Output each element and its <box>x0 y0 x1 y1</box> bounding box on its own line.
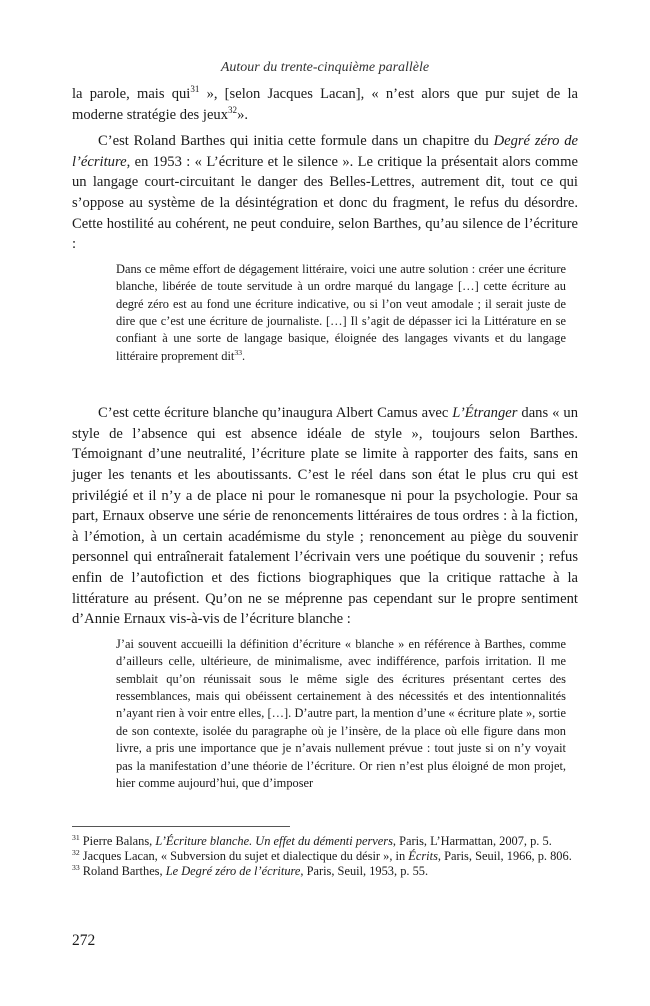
body-text <box>72 84 578 792</box>
book-title: Degré zéro de l’écriture <box>72 133 578 170</box>
text-run: dans « un style de l’absence qui est absence idéale de style », toujours selon Barthes. Témoignant d’une neutralité, l’écriture plate se limite à rapporter des faits, sans en juger les tenants et les aboutissants. C’est le réel dans son état le plus cru qui est privilégié et il n’y a de place ni pour le romanesque ni pour la psychologie. Pour sa part, Ernaux observe une série de renoncements littéraires de tous ordres : à la fiction, à l’émotion, à un certain académisme du style ; renoncement au piège du souvenir personnel qui entraînerait fatalement l’écrivain vers une poétique du souvenir ; refus enfin de l’autofiction et des fictions biographiques que la critique rattache à la littérature au présent. Qu’on ne se méprenne pas cependant sur le propre sentiment d’Annie Ernaux vis-à-vis de l’écriture blanche : <box>72 405 578 628</box>
footnote-ref-31[interactable]: 31 <box>190 84 200 95</box>
footnote-31 <box>72 834 578 849</box>
paragraph-barthes <box>72 131 578 255</box>
footnote-text: , Paris, Seuil, 1953, p. 55. <box>300 864 429 879</box>
footnote-number: 32 <box>72 848 80 858</box>
text-run: . <box>242 348 246 363</box>
text-run: C’est Roland Barthes qui initia cette formule dans un chapitre du <box>98 133 494 150</box>
text-run: la parole, mais qui <box>72 86 191 102</box>
footnote-title: Écrits <box>408 849 438 864</box>
footnote-title: Le Degré zéro de l’écriture <box>165 864 301 879</box>
footnote-ref-33[interactable]: 33 <box>234 347 243 357</box>
footnote-number: 33 <box>72 863 80 873</box>
paragraph-continuation <box>72 84 578 125</box>
text-run: C’est cette écriture blanche qu’inaugura Albert Camus avec <box>98 405 453 422</box>
paragraph-camus <box>72 403 578 630</box>
footnote-33 <box>72 864 578 879</box>
footnote-text: Pierre Balans, <box>79 834 156 848</box>
block-quote-barthes <box>72 261 578 365</box>
footnote-text: Roland Barthes, <box>79 864 166 879</box>
footnote-number: 31 <box>72 832 80 842</box>
text-run: ». <box>237 106 249 123</box>
footnote-ref-32[interactable]: 32 <box>228 104 238 115</box>
footnotes <box>72 834 578 880</box>
footnote-text: , Paris, L’Harmattan, 2007, p. 5. <box>392 834 552 848</box>
page-number: 272 <box>72 932 96 949</box>
quote-text: Dans ce même effort de dégagement littéraire, voici une autre solution : créer une écriture blanche, libérée de toute servitude à un ordre marqué du langage […] cette écriture au degré zéro est au fond une écriture indicative, ou si l’on veut amodale ; il serait juste de dire que c’est une écriture de journaliste. […] Il s’agit de dépasser ici la Littérature en se confiant à une sorte de langage basique, éloignée des langages vivants et du langage littéraire proprement dit <box>116 261 566 363</box>
footnote-divider <box>72 826 290 827</box>
block-quote-ernaux <box>72 636 578 793</box>
text-run: », [selon Jacques Lacan], « n’est alors que pur sujet de la moderne stratégie des jeux <box>72 86 578 123</box>
footnote-title: L’Écriture blanche. Un effet du démenti pervers <box>155 834 393 848</box>
footnote-text: , Paris, Seuil, 1966, p. 806. <box>437 849 572 864</box>
text-run: , en 1953 : « L’écriture et le silence ». Le critique la présentait alors comme un langage court-circuitant le danger des Belles-Lettres, autrement dit, tout ce qui s’oppose au système de la désintégration et donc du fragment, le refus du désordre. Cette hostilité au cohérent, ne peut conduire, selon Barthes, qu’au silence de l’écriture : <box>72 153 578 253</box>
book-title: L’Étranger <box>452 405 518 422</box>
footnote-32 <box>72 849 578 864</box>
running-head: Autour du trente-cinquième parallèle <box>220 60 430 75</box>
quote-text: J’ai souvent accueilli la définition d’écriture « blanche » en référence à Barthes, comme d’ailleurs celle, ultérieure, de minimalisme, avec indifférence, parfois irritation. Il me semblait qu’on réunissait sous le même sigle des écritures présentant certes des ressemblances, mais qui obéissent certainement à des nécessités et des intentionnalités n’ayant rien à voir entre elles, […]. D’autre part, la mention d’une « écriture plate », sortie de son contexte, isolée du paragraphe où je l’insère, de la place où elle figure dans mon livre, a pris une importance que je n’avais nullement prévue : tout juste si on n’y voyait pas la manifestation d’une théorie de l’écriture. Or rien n’est plus éloigné de mon projet, hier comme aujourd’hui, que d’imposer <box>116 636 566 790</box>
footnote-text: Jacques Lacan, « Subversion du sujet et dialectique du désir », in <box>79 849 409 864</box>
